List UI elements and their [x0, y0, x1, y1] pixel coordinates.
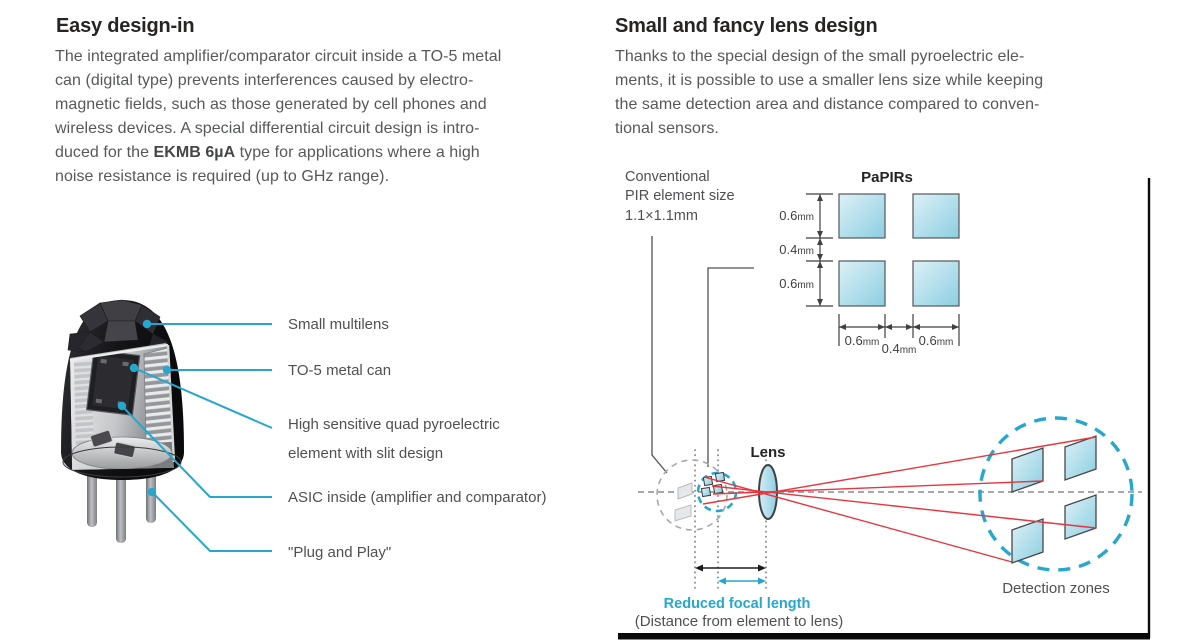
body-line-segment: duced for the — [55, 144, 154, 161]
body-line: ments, it is possible to use a smaller lens size while keeping — [615, 72, 1044, 89]
lens-design-diagram — [600, 160, 1200, 640]
body-line — [55, 141, 595, 165]
lens-label: Lens — [750, 444, 786, 461]
sensor-pins — [87, 471, 156, 543]
callout-label-line: High sensitive quad pyroelectric — [288, 416, 500, 433]
detection-zones-label: Detection zones — [1002, 580, 1110, 597]
callout-label-to5-metal-can: TO-5 metal can — [288, 362, 392, 379]
conventional-element-circle — [657, 460, 727, 530]
focal-plane-dotted-lines — [695, 450, 766, 592]
dim-h1: 0.6mm — [844, 333, 880, 348]
conventional-element-label — [625, 169, 735, 224]
product-name-bold: EKMB 6µA — [153, 144, 236, 161]
left-heading: Easy design-in — [56, 15, 195, 37]
callout-label-small-multilens: Small multilens — [288, 316, 389, 333]
right-body — [615, 45, 1155, 141]
papirs-label: PaPIRs — [861, 169, 913, 186]
body-line: tional sensors. — [615, 120, 719, 137]
papirs-element-squares — [839, 194, 959, 306]
svg-text:Conventional: Conventional — [625, 169, 710, 185]
svg-text:PIR element size: PIR element size — [625, 188, 735, 204]
dim-h3: 0.6mm — [918, 333, 954, 348]
callout-label-quad-element — [288, 410, 500, 468]
detection-zone-circle — [980, 418, 1132, 570]
body-line: magnetic fields, such as those generated by cell phones and — [55, 96, 487, 113]
reduced-focal-length-label: Reduced focal length — [663, 596, 811, 612]
distance-label: (Distance from element to lens) — [634, 613, 844, 630]
callout-label-asic: ASIC inside (amplifier and comparator) — [288, 489, 547, 506]
conventional-elements — [675, 483, 692, 521]
right-heading: Small and fancy lens design — [615, 15, 878, 37]
body-line: Thanks to the special design of the small pyroelectric ele- — [615, 48, 1025, 65]
svg-text:1.1×1.1mm: 1.1×1.1mm — [625, 208, 698, 224]
body-line: can (digital type) prevents interferences caused by electro- — [55, 72, 474, 89]
body-line: wireless devices. A special differential circuit design is intro- — [55, 120, 480, 137]
pyroelectric-chip — [87, 350, 140, 415]
dim-h2: 0.4mm — [881, 341, 917, 356]
dim-v3: 0.6mm — [779, 276, 814, 291]
left-body — [55, 45, 595, 189]
detection-zones — [1012, 436, 1096, 563]
dim-v2: 0.4mm — [779, 242, 814, 257]
connector-conventional — [652, 236, 667, 473]
body-line: The integrated amplifier/comparator circuit inside a TO-5 metal — [55, 48, 502, 65]
page-bottom-rule — [618, 633, 1150, 640]
body-line: the same detection area and distance compared to conven- — [615, 96, 1040, 113]
body-line-segment: type for applications where a high — [235, 144, 480, 161]
body-line: noise resistance is required (up to GHz range). — [55, 168, 390, 185]
callout-label-line: element with slit design — [288, 445, 444, 462]
callout-label-plug-and-play: "Plug and Play" — [288, 544, 392, 561]
connector-papirs — [708, 268, 754, 467]
dim-v1: 0.6mm — [779, 208, 814, 223]
